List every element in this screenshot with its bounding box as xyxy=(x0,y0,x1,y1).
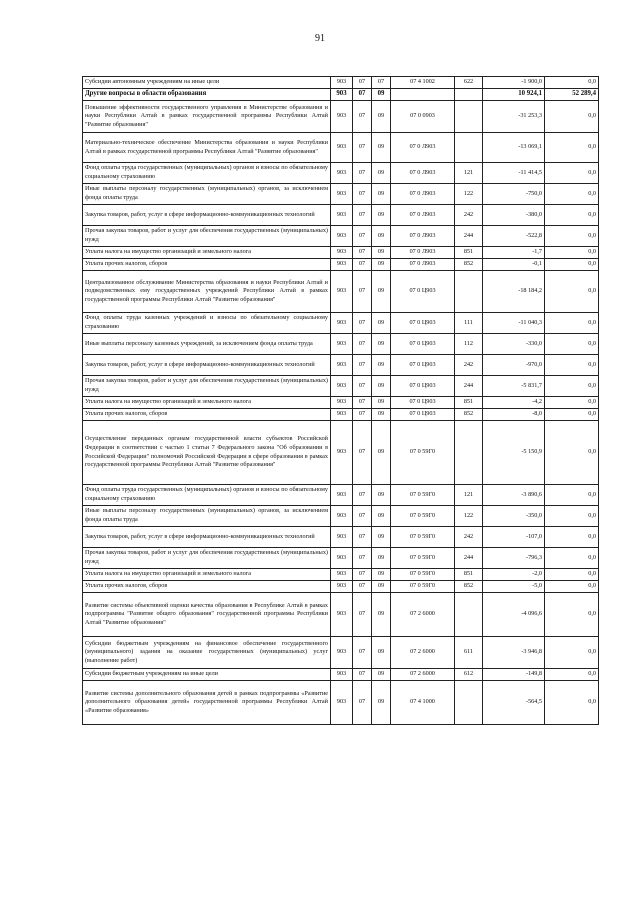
row-target-article: 07 0 Л903 xyxy=(391,184,455,205)
row-target-article: 07 2 6000 xyxy=(391,593,455,637)
row-expense-type: 112 xyxy=(455,334,483,355)
row-name: Фонд оплаты труда государственных (муниципальных) органов и взносы по обязательному социальному страхованию xyxy=(83,485,331,506)
row-name: Уплата налога на имущество организаций и земельного налога xyxy=(83,569,331,581)
table-row xyxy=(83,669,599,681)
row-amount-2: 0,0 xyxy=(545,313,599,334)
row-target-article: 07 0 Ц903 xyxy=(391,355,455,376)
row-target-article: 07 0 Ц903 xyxy=(391,376,455,397)
row-subsection: 09 xyxy=(372,527,391,548)
row-target-article: 07 0 59Г0 xyxy=(391,421,455,485)
row-section: 07 xyxy=(353,205,372,226)
row-amount-2: 0,0 xyxy=(545,101,599,133)
row-name: Уплата прочих налогов, сборов xyxy=(83,409,331,421)
row-expense-type: 121 xyxy=(455,485,483,506)
row-subsection: 09 xyxy=(372,669,391,681)
row-grbs: 903 xyxy=(331,548,353,569)
row-amount-2: 0,0 xyxy=(545,637,599,669)
row-section: 07 xyxy=(353,226,372,247)
row-expense-type: 851 xyxy=(455,569,483,581)
row-amount-1: -1,7 xyxy=(483,247,545,259)
row-section: 07 xyxy=(353,247,372,259)
row-target-article: 07 0 Л903 xyxy=(391,247,455,259)
row-target-article: 07 0 59Г0 xyxy=(391,581,455,593)
row-amount-2: 0,0 xyxy=(545,506,599,527)
row-amount-1: -750,0 xyxy=(483,184,545,205)
row-subsection: 09 xyxy=(372,163,391,184)
row-amount-1: -380,0 xyxy=(483,205,545,226)
row-subsection: 09 xyxy=(372,226,391,247)
row-grbs: 903 xyxy=(331,313,353,334)
row-section: 07 xyxy=(353,506,372,527)
row-subsection: 09 xyxy=(372,205,391,226)
row-amount-1: -107,0 xyxy=(483,527,545,548)
row-amount-1: 10 924,1 xyxy=(483,89,545,101)
table-row xyxy=(83,485,599,506)
row-target-article: 07 4 1002 xyxy=(391,77,455,89)
row-section: 07 xyxy=(353,527,372,548)
row-section: 07 xyxy=(353,593,372,637)
row-name: Прочая закупка товаров, работ и услуг для обеспечения государственных (муниципальных) нужд xyxy=(83,226,331,247)
row-grbs: 903 xyxy=(331,101,353,133)
row-target-article: 07 4 1000 xyxy=(391,681,455,725)
row-section: 07 xyxy=(353,485,372,506)
row-amount-1: -18 184,2 xyxy=(483,271,545,313)
row-target-article: 07 0 Ц903 xyxy=(391,271,455,313)
row-expense-type: 111 xyxy=(455,313,483,334)
row-name: Фонд оплаты труда казенных учреждений и взносы по обязательному социальному страхованию xyxy=(83,313,331,334)
row-grbs: 903 xyxy=(331,259,353,271)
row-grbs: 903 xyxy=(331,409,353,421)
table-row xyxy=(83,506,599,527)
row-grbs: 903 xyxy=(331,133,353,163)
row-amount-1: -4 096,6 xyxy=(483,593,545,637)
row-expense-type: 852 xyxy=(455,409,483,421)
row-name: Иные выплаты персоналу государственных (муниципальных) органов, за исключением фонда оплаты труда xyxy=(83,184,331,205)
row-amount-1: -11 040,3 xyxy=(483,313,545,334)
row-amount-2: 0,0 xyxy=(545,593,599,637)
row-expense-type: 244 xyxy=(455,376,483,397)
row-subsection: 09 xyxy=(372,259,391,271)
row-grbs: 903 xyxy=(331,271,353,313)
row-expense-type xyxy=(455,421,483,485)
table-row xyxy=(83,334,599,355)
table-row xyxy=(83,397,599,409)
row-amount-1: -8,0 xyxy=(483,409,545,421)
row-section: 07 xyxy=(353,334,372,355)
row-amount-2: 0,0 xyxy=(545,226,599,247)
row-grbs: 903 xyxy=(331,637,353,669)
table-body xyxy=(83,77,599,725)
row-expense-type: 612 xyxy=(455,669,483,681)
row-target-article xyxy=(391,89,455,101)
row-expense-type: 611 xyxy=(455,637,483,669)
table-row xyxy=(83,376,599,397)
row-expense-type xyxy=(455,89,483,101)
row-target-article: 07 0 Л903 xyxy=(391,133,455,163)
table-row xyxy=(83,409,599,421)
row-expense-type: 242 xyxy=(455,527,483,548)
row-name: Прочая закупка товаров, работ и услуг для обеспечения государственных (муниципальных) нужд xyxy=(83,376,331,397)
row-expense-type: 244 xyxy=(455,548,483,569)
row-name: Уплата налога на имущество организаций и земельного налога xyxy=(83,247,331,259)
row-amount-2: 0,0 xyxy=(545,681,599,725)
row-subsection: 09 xyxy=(372,548,391,569)
row-expense-type: 851 xyxy=(455,247,483,259)
row-expense-type xyxy=(455,133,483,163)
table-row xyxy=(83,527,599,548)
row-amount-1: -796,3 xyxy=(483,548,545,569)
row-subsection: 09 xyxy=(372,101,391,133)
row-expense-type: 622 xyxy=(455,77,483,89)
row-grbs: 903 xyxy=(331,527,353,548)
row-target-article: 07 0 Ц903 xyxy=(391,397,455,409)
row-target-article: 07 0 59Г0 xyxy=(391,527,455,548)
row-grbs: 903 xyxy=(331,485,353,506)
row-target-article: 07 0 59Г0 xyxy=(391,569,455,581)
row-amount-2: 0,0 xyxy=(545,569,599,581)
row-name: Субсидии автономным учреждениям на иные цели xyxy=(83,77,331,89)
table-row xyxy=(83,133,599,163)
table-row xyxy=(83,259,599,271)
row-section: 07 xyxy=(353,669,372,681)
table-row xyxy=(83,593,599,637)
row-grbs: 903 xyxy=(331,163,353,184)
row-section: 07 xyxy=(353,569,372,581)
row-amount-1: -3 946,8 xyxy=(483,637,545,669)
row-subsection: 09 xyxy=(372,409,391,421)
row-amount-2: 0,0 xyxy=(545,421,599,485)
row-name: Иные выплаты персоналу государственных (муниципальных) органов, за исключением фонда оплаты труда xyxy=(83,506,331,527)
row-name: Централизованное обслуживание Министерства образования и науки Республики Алтай и подведомственных ему государственных учреждений Республики Алтай в рамках государственной программы Республики Алтай "Развитие образования" xyxy=(83,271,331,313)
row-name: Субсидии бюджетным учреждениям на финансовое обеспечение государственного (муниципального) задания на оказание государственных (муниципальных) услуг (выполнение работ) xyxy=(83,637,331,669)
row-grbs: 903 xyxy=(331,581,353,593)
row-subsection: 09 xyxy=(372,313,391,334)
row-amount-1: -4,2 xyxy=(483,397,545,409)
row-name: Уплата прочих налогов, сборов xyxy=(83,259,331,271)
row-amount-1: -2,0 xyxy=(483,569,545,581)
row-amount-1: -330,0 xyxy=(483,334,545,355)
table-row xyxy=(83,355,599,376)
row-grbs: 903 xyxy=(331,247,353,259)
row-amount-2: 0,0 xyxy=(545,271,599,313)
row-subsection: 09 xyxy=(372,637,391,669)
row-expense-type xyxy=(455,681,483,725)
row-name: Закупка товаров, работ, услуг в сфере информационно-коммуникационных технологий xyxy=(83,527,331,548)
row-grbs: 903 xyxy=(331,506,353,527)
row-expense-type: 121 xyxy=(455,163,483,184)
table-row xyxy=(83,313,599,334)
row-section: 07 xyxy=(353,133,372,163)
table-row xyxy=(83,89,599,101)
row-amount-2: 0,0 xyxy=(545,527,599,548)
row-subsection: 07 xyxy=(372,77,391,89)
page-number: 91 xyxy=(315,33,325,44)
budget-table xyxy=(82,76,599,725)
row-subsection: 09 xyxy=(372,581,391,593)
row-expense-type: 122 xyxy=(455,506,483,527)
table-row xyxy=(83,581,599,593)
row-grbs: 903 xyxy=(331,334,353,355)
row-section: 07 xyxy=(353,163,372,184)
row-subsection: 09 xyxy=(372,89,391,101)
row-subsection: 09 xyxy=(372,681,391,725)
row-expense-type: 122 xyxy=(455,184,483,205)
row-subsection: 09 xyxy=(372,355,391,376)
row-section: 07 xyxy=(353,355,372,376)
row-subsection: 09 xyxy=(372,593,391,637)
row-target-article: 07 2 6000 xyxy=(391,637,455,669)
row-grbs: 903 xyxy=(331,669,353,681)
row-target-article: 07 0 Ц903 xyxy=(391,334,455,355)
row-target-article: 07 0 0903 xyxy=(391,101,455,133)
row-name: Закупка товаров, работ, услуг в сфере информационно-коммуникационных технологий xyxy=(83,205,331,226)
row-amount-1: -149,8 xyxy=(483,669,545,681)
row-section: 07 xyxy=(353,397,372,409)
row-grbs: 903 xyxy=(331,593,353,637)
row-grbs: 903 xyxy=(331,205,353,226)
table-row xyxy=(83,271,599,313)
row-name: Уплата прочих налогов, сборов xyxy=(83,581,331,593)
row-grbs: 903 xyxy=(331,397,353,409)
row-target-article: 07 0 59Г0 xyxy=(391,548,455,569)
row-target-article: 07 0 Л903 xyxy=(391,163,455,184)
row-amount-2: 0,0 xyxy=(545,548,599,569)
row-amount-2: 52 289,4 xyxy=(545,89,599,101)
row-grbs: 903 xyxy=(331,569,353,581)
row-amount-2: 0,0 xyxy=(545,581,599,593)
row-section: 07 xyxy=(353,271,372,313)
row-amount-1: -5 831,7 xyxy=(483,376,545,397)
row-amount-1: -31 253,3 xyxy=(483,101,545,133)
row-expense-type: 851 xyxy=(455,397,483,409)
row-name: Иные выплаты персоналу казенных учреждений, за исключением фонда оплаты труда xyxy=(83,334,331,355)
row-subsection: 09 xyxy=(372,334,391,355)
table-row xyxy=(83,421,599,485)
row-section: 07 xyxy=(353,376,372,397)
row-subsection: 09 xyxy=(372,376,391,397)
row-amount-1: -522,8 xyxy=(483,226,545,247)
row-amount-1: -1 900,0 xyxy=(483,77,545,89)
row-target-article: 07 0 Ц903 xyxy=(391,409,455,421)
row-amount-2: 0,0 xyxy=(545,334,599,355)
row-section: 07 xyxy=(353,259,372,271)
table-row xyxy=(83,77,599,89)
row-subsection: 09 xyxy=(372,271,391,313)
row-expense-type: 242 xyxy=(455,355,483,376)
row-amount-2: 0,0 xyxy=(545,355,599,376)
row-name: Повышение эффективности государственного управления в Министерстве образования и науки Республики Алтай в рамках государственной программы Республики Алтай "Развитие образования" xyxy=(83,101,331,133)
row-amount-1: -3 890,6 xyxy=(483,485,545,506)
row-amount-1: -970,0 xyxy=(483,355,545,376)
row-amount-1: -11 414,5 xyxy=(483,163,545,184)
row-name: Прочая закупка товаров, работ и услуг для обеспечения государственных (муниципальных) нужд xyxy=(83,548,331,569)
row-expense-type: 852 xyxy=(455,259,483,271)
row-name: Уплата налога на имущество организаций и земельного налога xyxy=(83,397,331,409)
row-amount-2: 0,0 xyxy=(545,247,599,259)
table-row xyxy=(83,637,599,669)
row-subsection: 09 xyxy=(372,247,391,259)
row-grbs: 903 xyxy=(331,77,353,89)
row-amount-2: 0,0 xyxy=(545,184,599,205)
row-expense-type: 242 xyxy=(455,205,483,226)
row-grbs: 903 xyxy=(331,681,353,725)
row-section: 07 xyxy=(353,548,372,569)
row-target-article: 07 0 Ц903 xyxy=(391,313,455,334)
row-name: Фонд оплаты труда государственных (муниципальных) органов и взносы по обязательному социальному страхованию xyxy=(83,163,331,184)
row-section: 07 xyxy=(353,184,372,205)
row-name: Развитие системы объективной оценки качества образования в Республике Алтай в рамках подпрограммы "Развитие общего образования" государственной программы Республики Алтай "Развитие образования" xyxy=(83,593,331,637)
row-amount-2: 0,0 xyxy=(545,163,599,184)
row-expense-type xyxy=(455,271,483,313)
row-amount-2: 0,0 xyxy=(545,133,599,163)
row-target-article: 07 0 59Г0 xyxy=(391,485,455,506)
row-section: 07 xyxy=(353,101,372,133)
row-target-article: 07 0 59Г0 xyxy=(391,506,455,527)
row-amount-1: -0,1 xyxy=(483,259,545,271)
row-name: Материально-техническое обеспечение Министерства образования и науки Республики Алтай в рамках государственной программы Республики Алтай "Развитие образования" xyxy=(83,133,331,163)
row-target-article: 07 0 Л903 xyxy=(391,205,455,226)
row-subsection: 09 xyxy=(372,184,391,205)
row-amount-2: 0,0 xyxy=(545,485,599,506)
row-name: Осуществление переданных органам государственной власти субъектов Российской Федерации в соответствии с частью 1 статьи 7 Федерального закона "Об образовании в Российской Федерации" полномочий Российской Федерации в сфере образования в рамках государственной программы Республики Алтай "Развитие образования" xyxy=(83,421,331,485)
row-grbs: 903 xyxy=(331,355,353,376)
row-amount-1: -350,0 xyxy=(483,506,545,527)
row-name: Другие вопросы в области образования xyxy=(83,89,331,101)
table-row xyxy=(83,569,599,581)
row-section: 07 xyxy=(353,89,372,101)
row-amount-1: -564,5 xyxy=(483,681,545,725)
table-row xyxy=(83,681,599,725)
row-grbs: 903 xyxy=(331,184,353,205)
row-section: 07 xyxy=(353,409,372,421)
row-name: Развитие системы дополнительного образования детей в рамках подпрограммы «Развитие дополнительного образования детей» государственной программы Республики Алтай «Развитие образования» xyxy=(83,681,331,725)
row-expense-type xyxy=(455,101,483,133)
table-row xyxy=(83,184,599,205)
row-section: 07 xyxy=(353,421,372,485)
row-amount-2: 0,0 xyxy=(545,397,599,409)
row-section: 07 xyxy=(353,581,372,593)
row-subsection: 09 xyxy=(372,133,391,163)
row-amount-1: -5 150,9 xyxy=(483,421,545,485)
table-row xyxy=(83,205,599,226)
row-subsection: 09 xyxy=(372,485,391,506)
row-section: 07 xyxy=(353,681,372,725)
row-name: Субсидии бюджетным учреждениям на иные цели xyxy=(83,669,331,681)
table-row xyxy=(83,548,599,569)
row-expense-type xyxy=(455,593,483,637)
row-target-article: 07 2 6000 xyxy=(391,669,455,681)
row-expense-type: 852 xyxy=(455,581,483,593)
row-section: 07 xyxy=(353,313,372,334)
row-amount-2: 0,0 xyxy=(545,259,599,271)
row-subsection: 09 xyxy=(372,569,391,581)
row-target-article: 07 0 Л903 xyxy=(391,226,455,247)
table-row xyxy=(83,101,599,133)
row-amount-2: 0,0 xyxy=(545,376,599,397)
row-grbs: 903 xyxy=(331,376,353,397)
row-target-article: 07 0 Л903 xyxy=(391,259,455,271)
row-subsection: 09 xyxy=(372,506,391,527)
row-amount-2: 0,0 xyxy=(545,205,599,226)
row-section: 07 xyxy=(353,637,372,669)
row-amount-2: 0,0 xyxy=(545,669,599,681)
row-amount-1: -5,0 xyxy=(483,581,545,593)
row-amount-2: 0,0 xyxy=(545,409,599,421)
table-row xyxy=(83,226,599,247)
table-row xyxy=(83,163,599,184)
row-subsection: 09 xyxy=(372,397,391,409)
row-expense-type: 244 xyxy=(455,226,483,247)
row-grbs: 903 xyxy=(331,89,353,101)
row-amount-1: -13 069,1 xyxy=(483,133,545,163)
row-amount-2: 0,0 xyxy=(545,77,599,89)
row-section: 07 xyxy=(353,77,372,89)
row-grbs: 903 xyxy=(331,421,353,485)
row-name: Закупка товаров, работ, услуг в сфере информационно-коммуникационных технологий xyxy=(83,355,331,376)
table-row xyxy=(83,247,599,259)
row-grbs: 903 xyxy=(331,226,353,247)
row-subsection: 09 xyxy=(372,421,391,485)
